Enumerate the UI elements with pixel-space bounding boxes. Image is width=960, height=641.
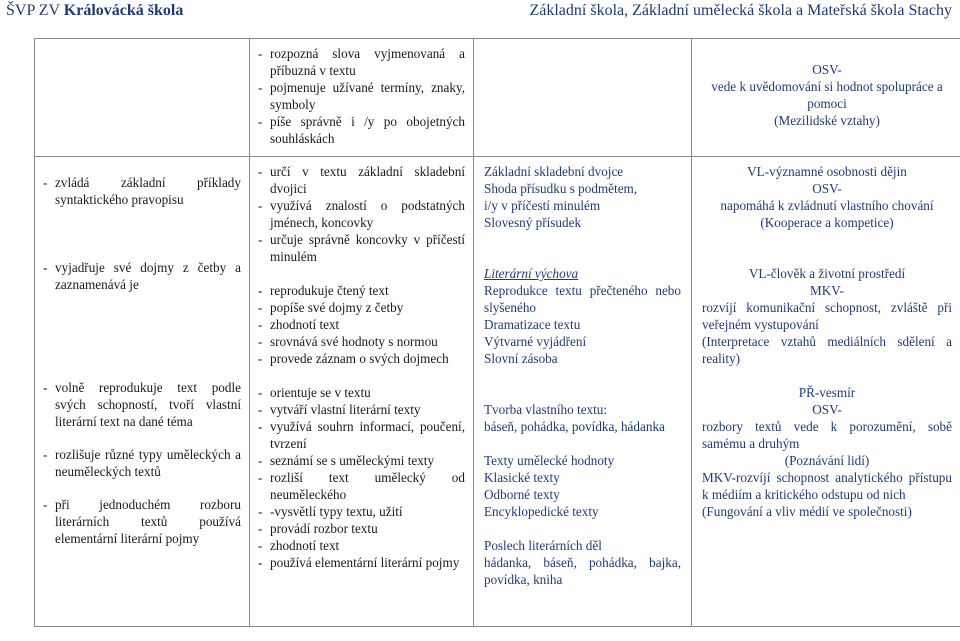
- theme-line: OSV-: [812, 181, 842, 196]
- content-line: i/y v příčestí minulém: [484, 198, 601, 213]
- theme-line: (Poznávání lidí): [784, 453, 870, 468]
- theme-line: rozvíjí komunikační schopnost, zvláště při veřejném vystupování: [702, 300, 952, 332]
- theme-line: (Kooperace a kompetice): [760, 215, 894, 230]
- themes-cell: [692, 157, 960, 627]
- content-line: Základní skladební dvojce: [484, 164, 624, 179]
- list-item: - zhodnotí text: [258, 538, 340, 553]
- list-item: - využívá znalostí o podstatných jménech, koncovky: [258, 198, 465, 230]
- theme-line: (Fungování a vliv médií ve společnosti): [702, 504, 912, 519]
- list-item: - volně reprodukuje text podle svých schopností, tvoří vlastní literární text na dané téma: [43, 380, 241, 429]
- header-school-name: [6, 2, 183, 20]
- list-item: - -vysvětlí typy textu, užití: [258, 504, 403, 519]
- theme-line: (Interpretace vztahů mediálních sdělení a reality): [702, 334, 952, 366]
- theme-line: VL-významné osobnosti dějin: [747, 164, 907, 179]
- theme-line: rozbory textů vede k porozumění, sobě samému a druhým: [702, 419, 952, 451]
- themes-cell: [692, 39, 960, 157]
- content-line: Odborné texty: [484, 487, 560, 502]
- content-line: Encyklopedické texty: [484, 504, 599, 519]
- content-line: Klasické texty: [484, 470, 560, 485]
- content-line: Výtvarné vyjádření: [484, 334, 587, 349]
- theme-line: PŘ-vesmír: [798, 385, 856, 400]
- list-item: - srovnává své hodnoty s normou: [258, 334, 438, 349]
- list-item: - zhodnotí text: [258, 317, 340, 332]
- header-prefix: ŠVP ZV: [6, 2, 64, 19]
- list-item: - určuje správně koncovky v příčestí minulém: [258, 232, 465, 264]
- list-item: - pojmenuje užívané termíny, znaky, symboly: [258, 80, 465, 112]
- content-line: Texty umělecké hodnoty: [484, 453, 615, 468]
- theme-line: napomáhá k zvládnutí vlastního chování: [720, 198, 934, 213]
- list-item: - orientuje se v textu: [258, 385, 371, 400]
- table-row: [35, 39, 960, 157]
- theme-line: MKV-rozvíjí schopnost analytického přístupu k médiím a kritického odstupu od nich: [702, 470, 952, 502]
- list-item: - píše správně i /y po obojetných souhláskách: [258, 114, 465, 146]
- list-item: - využívá souhrn informací, poučení, tvrzení: [258, 419, 465, 451]
- list-item: - provádí rozbor textu: [258, 521, 378, 536]
- content-line: Dramatizace textu: [484, 317, 581, 332]
- list-item: - vyjadřuje své dojmy z četby a zaznamenává je: [43, 260, 241, 292]
- list-item: - určí v textu základní skladební dvojici: [258, 164, 465, 196]
- list-item: - vytváří vlastní literární texty: [258, 402, 421, 417]
- theme-text: vede k uvědomování si hodnot spolupráce a pomoci: [711, 79, 943, 111]
- list-item: - popíše své dojmy z četby: [258, 300, 404, 315]
- subject-outcomes-cell: [250, 39, 474, 157]
- list-item: - při jednoduchém rozboru literárních textů používá elementární literární pojmy: [43, 497, 241, 546]
- content-line: Poslech literárních děl: [484, 538, 602, 553]
- content-line: Slovesný přísudek: [484, 215, 582, 230]
- list-item: - rozpozná slova vyjmenovaná a příbuzná v textu: [258, 46, 465, 78]
- list-item: - reprodukuje čtený text: [258, 283, 389, 298]
- section-heading: Literární výchova: [484, 266, 579, 281]
- table-row: [35, 157, 960, 627]
- content-line: hádanka, báseň, pohádka, bajka, povídka, kniha: [484, 555, 681, 587]
- theme-line: OSV-: [812, 402, 842, 417]
- header-bold-name: Královácká škola: [63, 2, 184, 19]
- list-item: - provede záznam o svých dojmech: [258, 351, 449, 366]
- list-item: - používá elementární literární pojmy: [258, 555, 460, 570]
- content-line: Slovní zásoba: [484, 351, 558, 366]
- list-item: - zvládá základní příklady syntaktického pravopisu: [43, 175, 241, 207]
- list-item: - rozliší text umělecký od neuměleckého: [258, 470, 465, 502]
- theme-line: MKV-: [810, 283, 844, 298]
- subject-outcomes-cell: [250, 157, 474, 627]
- outcomes-cell: [35, 39, 250, 157]
- list-item: - rozlišuje různé typy uměleckých a neuměleckých textů: [43, 447, 241, 479]
- theme-code: OSV-: [812, 62, 842, 77]
- content-cell: [474, 39, 692, 157]
- content-line: Shoda přísudku s podmětem,: [484, 181, 638, 196]
- content-line: báseň, pohádka, povídka, hádanka: [484, 419, 665, 434]
- content-line: Tvorba vlastního textu:: [484, 402, 608, 417]
- theme-note: (Mezilidské vztahy): [774, 113, 880, 128]
- theme-line: VL-člověk a životní prostředí: [748, 266, 906, 281]
- content-cell: [474, 157, 692, 627]
- header-institution: Základní škola, Základní umělecká škola a Mateřská škola Stachy: [529, 2, 952, 19]
- page-header: [0, 0, 960, 26]
- list-item: - seznámí se s uměleckými texty: [258, 453, 435, 468]
- curriculum-table: [34, 38, 960, 627]
- content-line: Reprodukce textu přečteného nebo slyšeného: [484, 283, 681, 315]
- outcomes-cell: [35, 157, 250, 627]
